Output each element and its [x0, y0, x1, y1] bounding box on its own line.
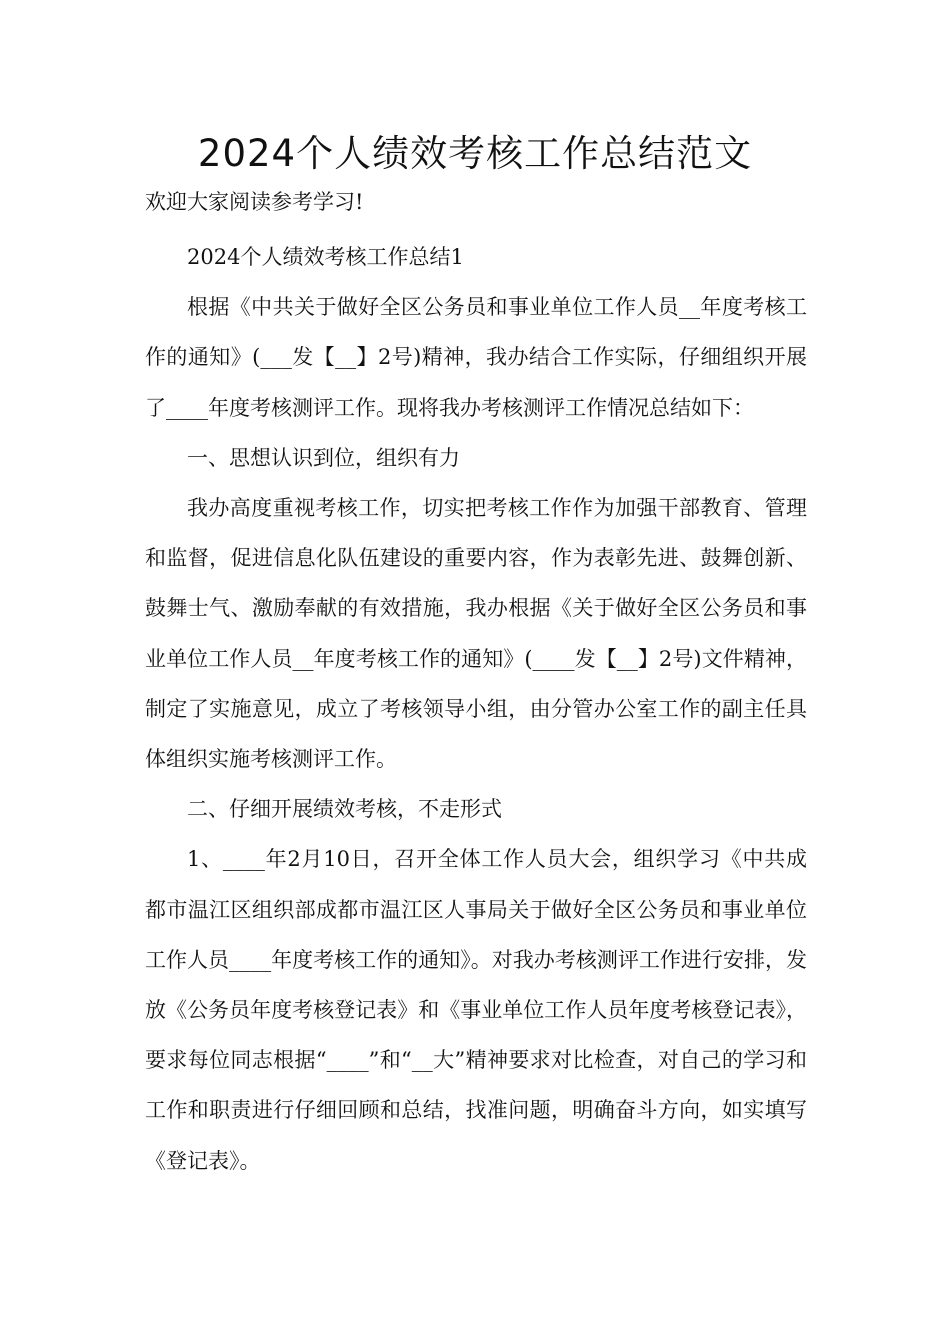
- section-heading: 一、思想认识到位，组织有力: [187, 445, 460, 470]
- body-paragraph: 我办高度重视考核工作，切实把考核工作作为加强干部教育、管理和监督，促进信息化队伍建设的重要内容，作为表彰先进、鼓舞创新、鼓舞士气、激励奉献的有效措施，我办根据《关于做好全区公务员和事业单位工作人员__年度考核工作的通知》(____发【__】2号)文件精神，制定了实施意见，成立了考核领导小组，由分管办公室工作的副主任具体组织实施考核测评工作。: [145, 496, 807, 772]
- body-paragraph: 根据《中共关于做好全区公务员和事业单位工作人员__年度考核工作的通知》(___发【__】2号)精神，我办结合工作实际，仔细组织开展了____年度考核测评工作。现将我办考核测评工作情况总结如下：: [145, 295, 807, 420]
- document-title: 2024个人绩效考核工作总结范文: [197, 132, 753, 175]
- section-heading: 2024个人绩效考核工作总结1: [187, 245, 464, 269]
- section-heading: 二、仔细开展绩效考核，不走形式: [187, 797, 502, 822]
- document-body: [145, 232, 807, 1186]
- body-paragraph: 1、____年2月10日，召开全体工作人员大会，组织学习《中共成都市温江区组织部成都市温江区人事局关于做好全区公务员和事业单位工作人员____年度考核工作的通知》。对我办考核测评工作进行安排，发放《公务员年度考核登记表》和《事业单位工作人员年度考核登记表》，要求每位同志根据“____”和“__大”精神要求对比检查，对自己的学习和工作和职责进行仔细回顾和总结，找准问题，明确奋斗方向，如实填写《登记表》。: [145, 847, 807, 1173]
- intro-line: 欢迎大家阅读参考学习!: [145, 190, 364, 214]
